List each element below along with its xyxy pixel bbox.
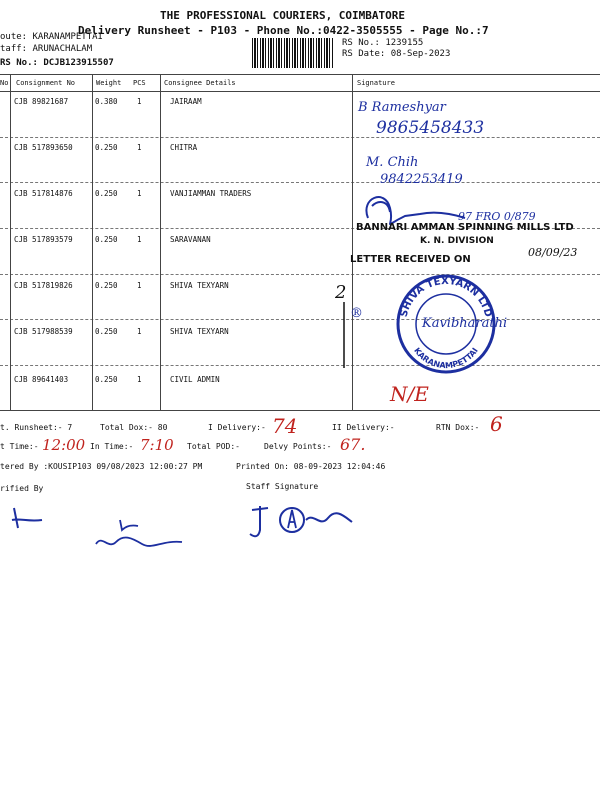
out-time-value: 12:00 — [42, 436, 86, 454]
weight: 0.250 — [95, 281, 118, 290]
row5-margin-mark: 2 — [335, 282, 347, 303]
col-divider — [160, 74, 161, 411]
pcs: 1 — [137, 97, 142, 106]
barcode — [252, 38, 334, 68]
total-dox: Total Dox:- 80 — [100, 423, 168, 432]
verified-signature-2 — [92, 514, 192, 558]
entered-by: tered By :KOUSIP103 09/08/2023 12:00:27 PM — [0, 462, 203, 471]
signature-row1-name: B Rameshyar — [358, 100, 446, 115]
consignment-no: CJB 517819826 — [14, 281, 73, 290]
signature-row2-phone: 9842253419 — [380, 172, 463, 187]
consignment-no: CJB 517814876 — [14, 189, 73, 198]
rs-number-right: RS No.: 1239155 — [342, 38, 424, 48]
runsheet-title: Delivery Runsheet - P103 - Phone No.:0422-3505555 - Page No.:7 — [78, 24, 489, 37]
in-time-value: 7:10 — [140, 436, 174, 454]
stamp-shiva-top-text: SHIVA TEXYARN LTD — [398, 275, 494, 319]
consignment-no: CJB 517988539 — [14, 327, 73, 336]
staff-signature — [248, 500, 358, 546]
tot-runsheet: t. Runsheet:- 7 — [0, 423, 73, 432]
consignee: SARAVANAN — [170, 235, 211, 244]
rtn-dox-label: RTN Dox:- — [436, 423, 480, 432]
staff-signature-label: Staff Signature — [246, 482, 319, 491]
consignee: SHIVA TEXYARN — [170, 281, 229, 290]
consignee: CHITRA — [170, 143, 198, 152]
ii-delivery-label: II Delivery:- — [332, 423, 395, 432]
col-header-weight: Weight — [96, 79, 122, 87]
row-divider — [0, 365, 600, 366]
pcs: 1 — [137, 235, 142, 244]
consignee: VANJIAMMAN TRADERS — [170, 189, 252, 198]
rtn-dox-value: 6 — [490, 412, 503, 436]
signature-row3-note: 97 FRO 0/879 — [458, 210, 536, 223]
rs-number-left: RS No.: DCJB123915507 — [0, 58, 114, 68]
weight: 0.250 — [95, 189, 118, 198]
weight: 0.250 — [95, 235, 118, 244]
total-pod-label: Total POD:- — [187, 442, 240, 451]
col-divider — [92, 74, 93, 411]
signature-row7-note: N/E — [390, 382, 429, 406]
col-divider — [10, 74, 11, 411]
col-header-signature: Signature — [357, 79, 395, 87]
stamp-bannari-line2: K. N. DIVISION — [420, 236, 494, 246]
i-delivery-label: I Delivery:- — [208, 423, 266, 432]
signature-row6-initial: ® — [350, 306, 363, 321]
runsheet-table — [0, 74, 600, 411]
delvy-points-value: 67. — [340, 435, 366, 454]
stamp-shiva-bottom-text: KARANAMPETTAI — [412, 346, 480, 371]
col-header-pcs: PCS — [133, 79, 146, 87]
table-header-border — [0, 91, 600, 92]
pcs: 1 — [137, 327, 142, 336]
pcs: 1 — [137, 281, 142, 290]
consignment-no: CJB 89641403 — [14, 375, 69, 384]
weight: 0.250 — [95, 143, 118, 152]
consignee: JAIRAAM — [170, 97, 202, 106]
stamp-bannari-line3: LETTER RECEIVED ON — [350, 254, 471, 265]
table-bottom-border — [0, 410, 600, 411]
verified-by-label: rified By — [0, 484, 44, 493]
staff-label: taff: ARUNACHALAM — [0, 44, 93, 54]
weight: 0.250 — [95, 375, 118, 384]
stamp-bannari-date: 08/09/23 — [528, 246, 578, 259]
company-title: THE PROFESSIONAL COURIERS, COIMBATORE — [160, 9, 406, 22]
printed-on: Printed On: 08-09-2023 12:04:46 — [236, 462, 386, 471]
consignment-no: CJB 517893579 — [14, 235, 73, 244]
out-time-label: t Time:- — [0, 442, 39, 451]
pcs: 1 — [137, 143, 142, 152]
col-header-consignment: Consignment No — [16, 79, 76, 87]
weight: 0.380 — [95, 97, 118, 106]
table-top-border — [0, 74, 600, 75]
signature-row6-name: Kavibharathi — [422, 316, 508, 331]
rs-date: RS Date: 08-Sep-2023 — [342, 49, 451, 59]
weight: 0.250 — [95, 327, 118, 336]
col-header-consignee: Consignee Details — [164, 79, 236, 87]
consignment-no: CJB 89821687 — [14, 97, 69, 106]
pcs: 1 — [137, 189, 142, 198]
consignee: SHIVA TEXYARN — [170, 327, 229, 336]
delvy-points-label: Delvy Points:- — [264, 442, 332, 451]
stamp-bannari-line1: BANNARI AMMAN SPINNING MILLS LTD — [356, 222, 574, 233]
row-divider — [0, 182, 600, 183]
row-divider — [0, 137, 600, 138]
col-header-no: No — [0, 79, 9, 87]
pcs: 1 — [137, 375, 142, 384]
verified-signature-1 — [8, 504, 48, 534]
row-divider — [0, 319, 600, 320]
signature-row1-phone: 9865458433 — [376, 118, 485, 138]
route-label: oute: KARANAMPETTAI — [0, 32, 103, 42]
consignment-no: CJB 517893650 — [14, 143, 73, 152]
in-time-label: In Time:- — [90, 442, 134, 451]
svg-text:SHIVA TEXYARN LTD — [399, 276, 494, 318]
signature-row2-name: M. Chih — [366, 155, 419, 170]
i-delivery-value: 74 — [272, 414, 298, 438]
row-divider — [0, 274, 600, 275]
consignee: CIVIL ADMIN — [170, 375, 220, 384]
